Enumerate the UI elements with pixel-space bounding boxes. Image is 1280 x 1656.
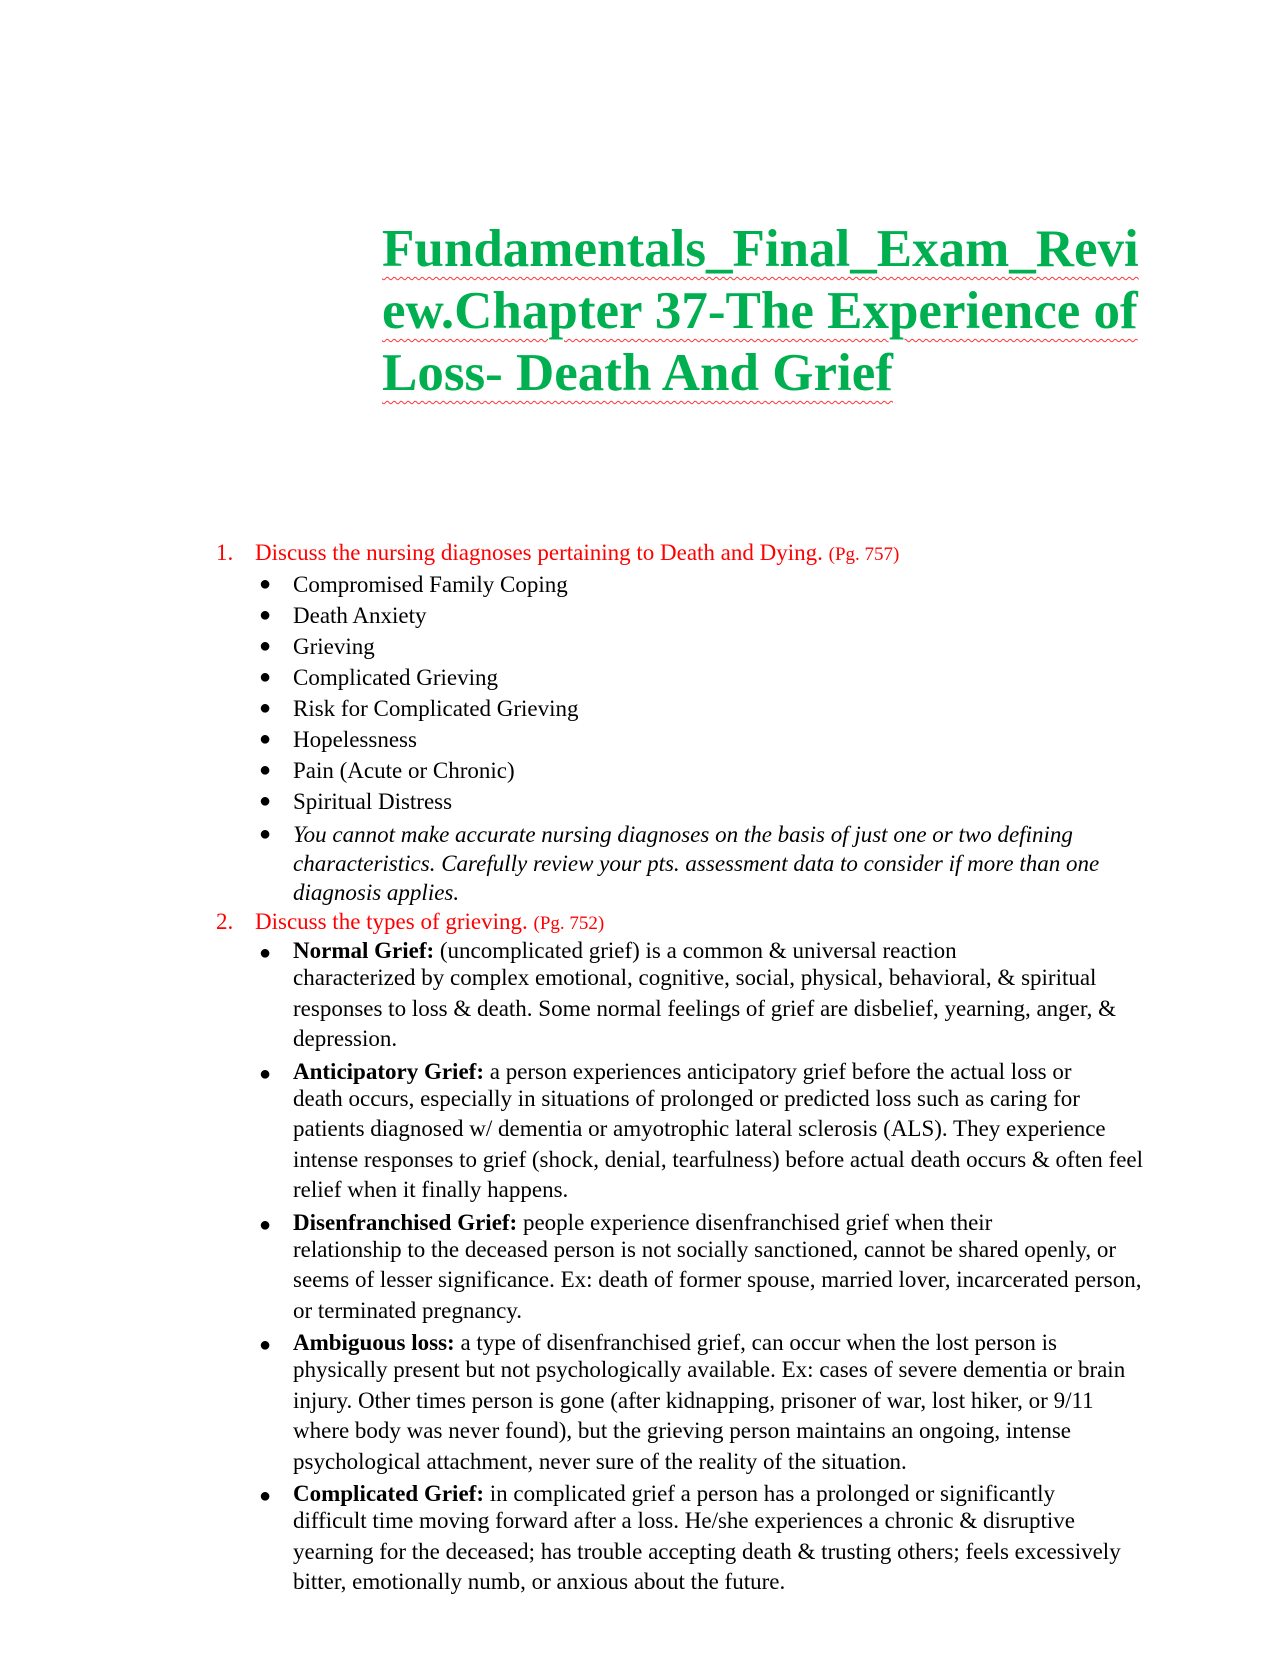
grief-type-item: ● Disenfranchised Grief: people experience disenfranchised grief when their relationship to the deceased person is not socially sanctioned, cannot be shared openly, or seems of lesser significance. Ex: death of former spouse, married lover, incarcerated person, or terminated pregnancy. — [259, 1209, 1142, 1323]
grief-type-item: ● Ambiguous loss: a type of disenfranchised grief, can occur when the lost person is physically present but not psychologically available. Ex: cases of severe dementia or brain injury. Other times person is gone (after kidnapping, prisoner of war, lost hiker, or 9/11 where body was never found), but the grieving person maintains an ongoing, intense psychological attachment, never sure of the reality of the situation. — [259, 1330, 1126, 1474]
page-reference: (Pg. 752) — [533, 913, 605, 934]
question-text: Discuss the nursing diagnoses pertaining to Death and Dying. — [255, 540, 823, 565]
list-item: ● Pain (Acute or Chronic) — [216, 755, 1146, 786]
bullet-icon: ● — [259, 823, 272, 845]
list-item: ● Death Anxiety — [216, 600, 1146, 631]
grief-term: Complicated Grief: — [293, 1481, 484, 1506]
bullet-icon: ● — [259, 697, 272, 719]
grief-description: physically present but not psychologically available. Ex: cases of severe dementia or brain injury. Other times person is gone (after kidnapping, prisoner of war, lost hiker, or 9/11 where body was never found), but the grieving person maintains an ongoing, intense psychological attachment, never sure of the reality of the situation. — [293, 1357, 1126, 1474]
grief-description: relationship to the deceased person is not socially sanctioned, cannot be shared openly, or seems of lesser significance. Ex: death of former spouse, married lover, incarcerated person, or terminated pregnancy. — [293, 1236, 1142, 1323]
grief-term: Normal Grief: — [293, 938, 435, 963]
document-title: Fundamentals_Final_Exam_Review.Chapter 37-The Experience of Loss- Death And Grief — [382, 220, 1139, 402]
list-item: ● Grieving — [216, 631, 1146, 662]
grief-description: death occurs, especially in situations of prolonged or predicted loss such as caring for patients diagnosed w/ dementia or amyotrophic lateral sclerosis (ALS). They experience intense responses to grief (shock, denial, tearfulness) before actual death occurs & often feel relief when it finally happens. — [293, 1085, 1144, 1202]
grief-description: characterized by complex emotional, cognitive, social, physical, behavioral, & spiritual responses to loss & death. Some normal feelings of grief are disbelief, yearning, anger, & depression. — [293, 965, 1117, 1051]
list-item: ● Spiritual Distress — [216, 786, 1146, 817]
bullet-icon: ● — [259, 942, 272, 964]
grief-term: Disenfranchised Grief: — [293, 1209, 518, 1235]
grief-type-item: ● Anticipatory Grief: a person experiences anticipatory grief before the actual loss or death occurs, especially in situations of prolonged or predicted loss such as caring for patients diagnosed w/ dementia or amyotrophic lateral sclerosis (ALS). They experience intense responses to grief (shock, denial, tearfulness) before actual death occurs & often feel relief when it finally happens. — [259, 1058, 1144, 1202]
bullet-icon: ● — [259, 635, 272, 657]
question-number: 1. — [216, 540, 234, 565]
grief-type-item: ● Normal Grief: (uncomplicated grief) is a common & universal reaction characterized by complex emotional, cognitive, social, physical, behavioral, & spiritual responses to loss & death. Some normal feelings of grief are disbelief, yearning, anger, & depression. — [259, 938, 1117, 1051]
list-item: ● Risk for Complicated Grieving — [216, 693, 1146, 724]
diagnoses-list — [216, 569, 1146, 907]
question-number: 2. — [216, 909, 234, 934]
bullet-icon: ● — [259, 604, 272, 626]
question-text: Discuss the types of grieving. — [255, 909, 528, 934]
bullet-icon: ● — [259, 666, 272, 688]
bullet-icon: ● — [259, 790, 272, 812]
bullet-icon: ● — [259, 1334, 272, 1356]
grief-description: difficult time moving forward after a loss. He/she experiences a chronic & disruptive yearning for the deceased; has trouble accepting death & trusting others; feels excessively bitter, emotionally numb, or anxious about the future. — [293, 1508, 1121, 1594]
bullet-icon: ● — [259, 1485, 272, 1507]
document-body — [216, 538, 1146, 1602]
page-reference: (Pg. 757) — [828, 544, 900, 565]
bullet-icon: ● — [259, 573, 272, 595]
list-item: ● Compromised Family Coping — [216, 569, 1146, 600]
bullet-icon: ● — [259, 759, 272, 781]
question-2 — [216, 907, 1146, 938]
list-item: ● Complicated Grieving — [216, 662, 1146, 693]
list-item: ● Hopelessness — [216, 724, 1146, 755]
grief-term: Anticipatory Grief: — [293, 1058, 484, 1084]
grief-types-list — [216, 938, 1146, 1598]
question-1 — [216, 538, 1146, 569]
grief-type-item: ● Complicated Grief: in complicated grief a person has a prolonged or significantly difficult time moving forward after a loss. He/she experiences a chronic & disruptive yearning for the deceased; has trouble accepting death & trusting others; feels excessively bitter, emotionally numb, or anxious about the future. — [259, 1481, 1121, 1594]
bullet-icon: ● — [259, 1062, 272, 1085]
bullet-icon: ● — [259, 1213, 272, 1236]
grief-term: Ambiguous loss: — [293, 1330, 455, 1355]
diagnosis-note: ● You cannot make accurate nursing diagnoses on the basis of just one or two defining characteristics. Carefully review your pts. assessment data to consider if more than one diagnosis applies. — [259, 822, 1100, 905]
bullet-icon: ● — [259, 728, 272, 750]
